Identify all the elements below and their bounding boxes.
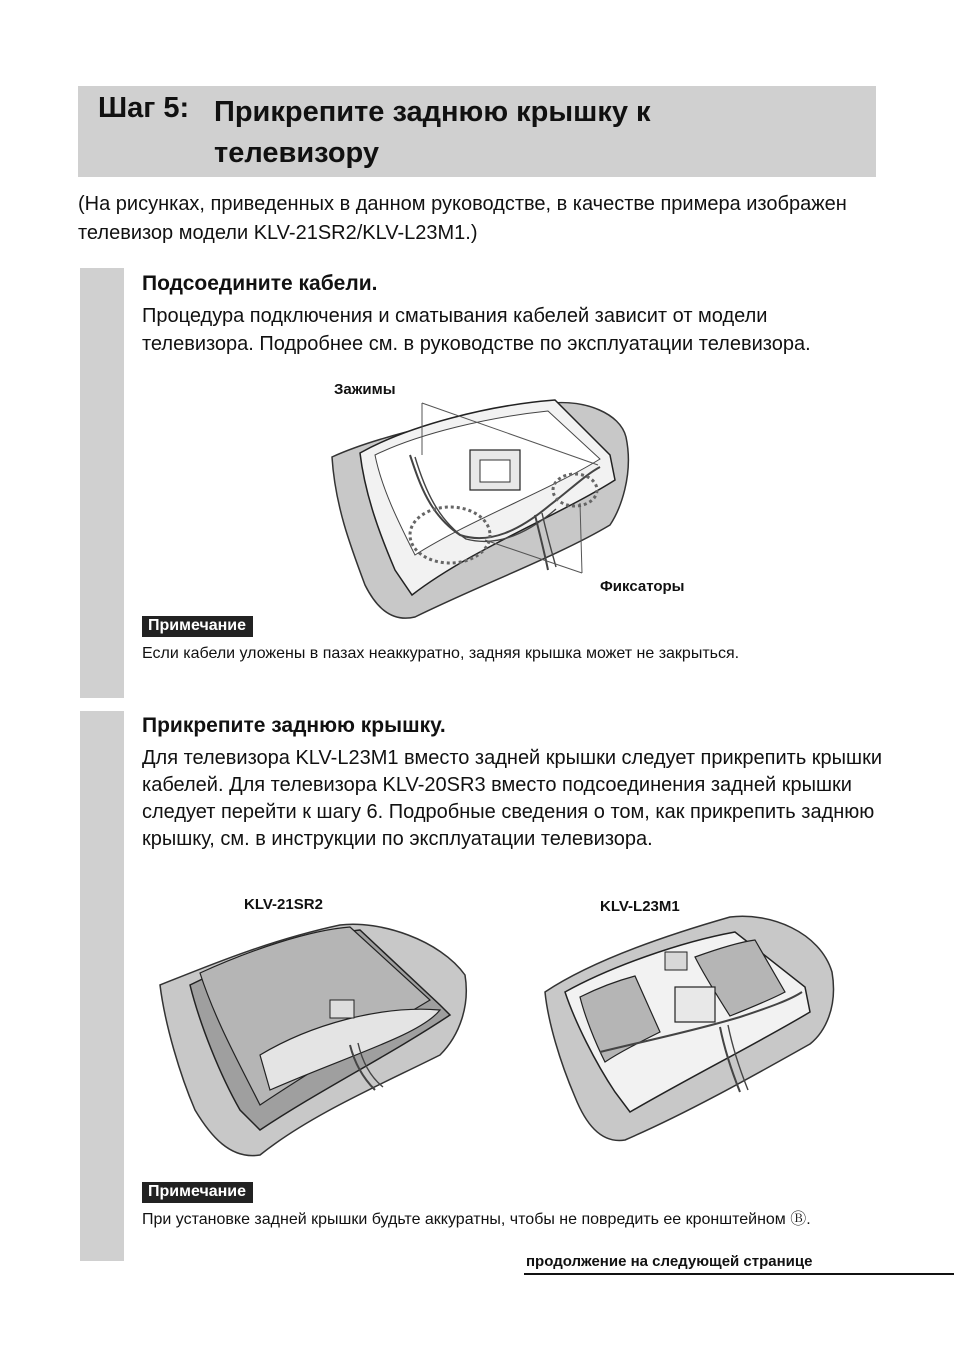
step-number: Шаг 5:: [98, 92, 190, 124]
footer-rule: [524, 1273, 954, 1275]
section2-note-text: При установке задней крышки будьте аккуратны, чтобы не повредить ее кронштейном Ⓑ.: [142, 1211, 811, 1228]
tv-back-cover-illustration-left: [150, 915, 490, 1165]
tv-back-cover-illustration-right: [540, 912, 840, 1147]
continued-on-next-page: продолжение на следующей странице: [526, 1253, 813, 1270]
section2-body: Для телевизора KLV-L23M1 вместо задней крышки следует прикрепить крышки кабелей. Для телевизора KLV-20SR3 вместо подсоединения задней крышки следует перейти к шагу 6. Подробные сведения о том, как прикрепить заднюю крышку, см. в инструкции по эксплуатации телевизора.: [142, 747, 883, 850]
section1-body: Процедура подключения и сматывания кабелей зависит от модели телевизора. Подробнее см. в руководстве по эксплуатации телевизора.: [142, 305, 811, 355]
section2-heading: Прикрепите заднюю крышку.: [142, 714, 446, 737]
step-title: Прикрепите заднюю крышку к телевизору: [214, 96, 651, 169]
callout-clamps: Зажимы: [334, 381, 396, 398]
callout-retainers: Фиксаторы: [600, 578, 685, 595]
section1-heading: Подсоедините кабели.: [142, 272, 378, 295]
intro-text: (На рисунках, приведенных в данном руководстве, в качестве примера изображен телевизор модели KLV-21SR2/KLV-L23M1.): [78, 193, 847, 244]
tv-cable-illustration: [320, 395, 640, 625]
section1-note-text: Если кабели уложены в пазах неаккуратно, задняя крышка может не закрыться.: [142, 645, 740, 662]
model-label-right: KLV-L23M1: [600, 898, 680, 915]
section1-side-bar: [80, 268, 124, 698]
model-label-left: KLV-21SR2: [244, 896, 323, 913]
section1-note-badge: Примечание: [142, 616, 253, 637]
section2-side-bar: [80, 711, 124, 1261]
section2-note-badge: Примечание: [142, 1182, 253, 1203]
